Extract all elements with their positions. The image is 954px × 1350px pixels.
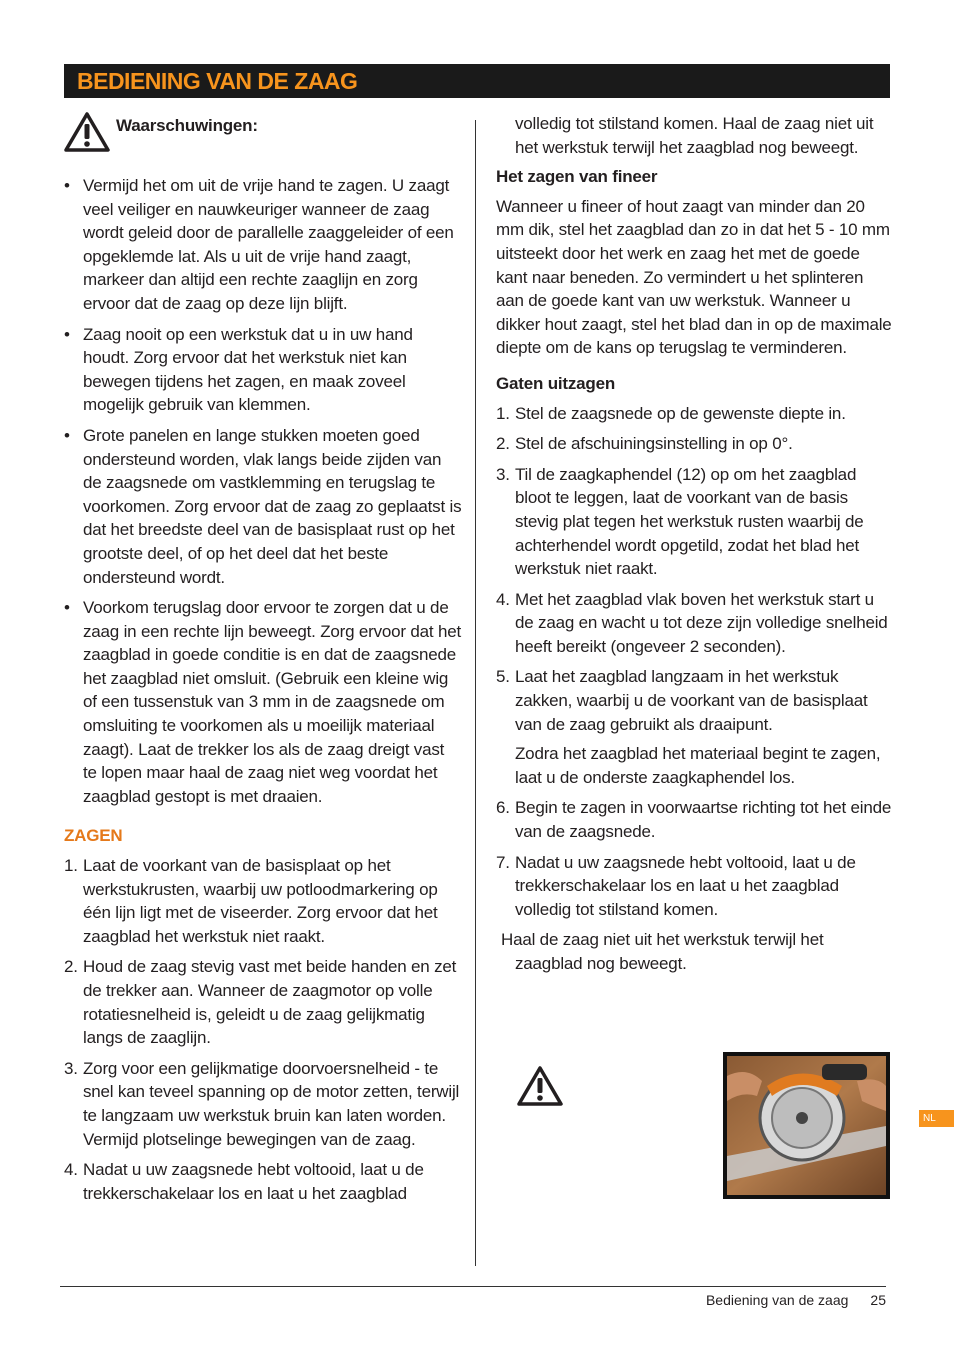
list-item (64, 854, 462, 948)
step-continuation: volledig tot stilstand komen. Haal de zaag niet uit het werkstuk terwijl het zaagblad nog beweegt. (515, 114, 874, 157)
step-text: Til de zaagkaphendel (12) op om het zaagblad bloot te leggen, laat de voorkant van de basis stevig plat tegen het werkstuk rusten waarbij de achterhendel wordt opgetild, zodat het blad het werkstuk niet raakt. (515, 464, 864, 579)
circular-saw-image (727, 1056, 886, 1195)
step-text: Met het zaagblad vlak boven het werkstuk start u de zaag en wacht u tot deze zijn volledige snelheid heeft bereikt (ongeveer 2 seconden). (515, 589, 888, 656)
list-item (496, 588, 892, 659)
zagen-steps (64, 854, 462, 1205)
page-number: 25 (870, 1292, 886, 1308)
warning-triangle-icon (64, 112, 110, 152)
step-subtext: Zodra het zaagblad het materiaal begint te zagen, laat u de onderste zaagkaphendel los. (515, 744, 881, 787)
fineer-text: Wanneer u fineer of hout zaagt van minder dan 20 mm dik, stel het zaagblad dan zo in dat het 5 - 10 mm uitsteekt door het werk en zaag het met de goede kant naar beneden. Zo vermindert u het splinteren aan de goede kant van uw werkstuk. Wanneer u dikker hout zaagt, stel het blad dan in op de maximale diepte om de kans op terugslag te verminderen. (496, 196, 892, 358)
list-item (496, 463, 892, 581)
step-text: Begin te zagen in voorwaartse richting tot het einde van de zaagsnede. (515, 798, 892, 842)
right-column (496, 112, 892, 976)
step-text: Stel de zaagsnede op de gewenste diepte in. (515, 403, 846, 423)
section-header-bar (64, 64, 890, 98)
step-text: Houd de zaag stevig vast met beide handen en zet de trekker aan. Wanneer de zaagmotor op volle rotatiesnelheid is, geleidt u de zaag gelijkmatig langs de zaaglijn. (83, 957, 457, 1048)
section-title: BEDIENING VAN DE ZAAG (77, 68, 358, 94)
saw-photo (723, 1052, 890, 1199)
step-number: 2. (496, 434, 510, 454)
step-number: 3. (64, 1058, 78, 1078)
language-tab: NL (919, 1110, 954, 1127)
gaten-note: Haal de zaag niet uit het werkstuk terwijl het zaagblad nog beweegt. (501, 930, 824, 973)
list-item (496, 432, 892, 456)
step-number: 3. (496, 464, 510, 484)
step-text: Stel de afschuiningsinstelling in op 0°. (515, 434, 793, 454)
list-item: • Vermijd het om uit de vrije hand te zagen. U zaagt veel veiliger en nauwkeuriger wanneer de zaag wordt geleid door de parallelle zaaggeleider of een opgeklemde lat. Als u uit de vrije hand zaagt, markeer dan altijd een rechte zaaglijn en zorg ervoor dat de zaag op deze lijn blijft. (64, 174, 462, 316)
step-number: 7. (496, 852, 510, 872)
step-number: 4. (64, 1160, 78, 1180)
list-item (496, 851, 892, 922)
step-text: Zorg voor een gelijkmatige doorvoersnelheid - te snel kan teveel spanning op de motor zetten, terwijl te langzaam uw werkstuk bruin kan laten worden. Vermijd plotselinge bewegingen van de zaag. (83, 1058, 460, 1149)
step-number: 6. (496, 798, 510, 818)
list-item (496, 402, 892, 426)
list-item (496, 665, 892, 789)
list-item (496, 796, 892, 843)
footer (706, 1292, 886, 1308)
list-item (64, 955, 462, 1049)
list-item (64, 1158, 462, 1205)
step-number: 2. (64, 957, 78, 977)
step-text: Laat het zaagblad langzaam in het werkstuk zakken, waarbij u de voorkant van de basisplaat van de zaag gebruikt als draaipunt. (515, 667, 868, 734)
list-item: • Zaag nooit op een werkstuk dat u in uw hand houdt. Zorg ervoor dat het werkstuk niet kan bewegen tijdens het zagen, en maak zoveel mogelijk gebruik van klemmen. (64, 323, 462, 417)
footer-section: Bediening van de zaag (705, 1292, 849, 1308)
step-number: 1. (64, 856, 78, 876)
step-text: Nadat u uw zaagsnede hebt voltooid, laat u de trekkerschakelaar los en laat u het zaagblad (83, 1160, 424, 1203)
fineer-heading: Het zagen van fineer (496, 167, 658, 187)
zagen-heading: ZAGEN (64, 826, 123, 846)
gaten-steps (496, 402, 892, 922)
list-item: • Voorkom terugslag door ervoor te zorgen dat u de zaag in een rechte lijn beweegt. Zorg ervoor dat het zaagblad in goede conditie is en dat de zaagsnede het zaagblad niet omsluit. (Gebruik een kleine wig of een tussenstuk van 3 mm in de zaagsnede om omsluiting te voorkomen als u moeilijk materiaal zaagt). Laat de trekker los als de zaag dreigt vast te lopen maar haal de zaag niet weg voordat het zaagblad gestopt is met draaien. (64, 596, 462, 808)
step-text: Nadat u uw zaagsnede hebt voltooid, laat u de trekkerschakelaar los en laat u het zaagblad volledig tot stilstand komen. (515, 852, 856, 919)
list-item (64, 1057, 462, 1151)
step-number: 5. (496, 667, 510, 687)
warning-label: Waarschuwingen: (116, 116, 258, 135)
warning-heading (64, 112, 462, 164)
column-divider (475, 120, 476, 1266)
step-number: 4. (496, 589, 510, 609)
list-item: • Grote panelen en lange stukken moeten goed ondersteund worden, vlak langs beide zijden van de zaagsnede om vastklemming en terugslag te voorkomen. Zorg ervoor dat de zaag zo geplaatst is dat het breedste deel van de basisplaat rust op het grootste deel, of op het deel dat het beste ondersteund wordt. (64, 424, 462, 589)
step-number: 1. (496, 403, 510, 423)
left-column (64, 112, 462, 1212)
warning-list (64, 174, 462, 808)
footer-divider (60, 1286, 886, 1287)
warning-triangle-icon (517, 1066, 563, 1106)
step-text: Laat de voorkant van de basisplaat op het werkstukrusten, waarbij uw potloodmarkering op één lijn ligt met de viseerder. Zorg ervoor dat het zaagblad het werkstuk niet raakt. (83, 856, 438, 946)
gaten-heading: Gaten uitzagen (496, 373, 616, 393)
